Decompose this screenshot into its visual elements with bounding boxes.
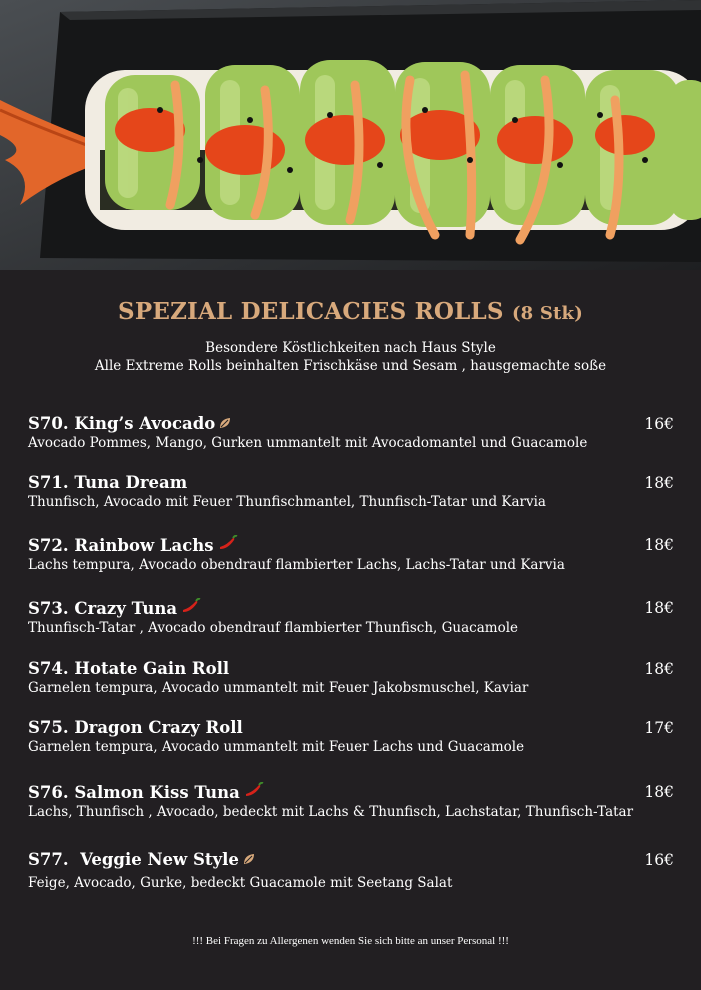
title-text: SPEZIAL DELICACIES ROLLS [118,298,504,325]
menu-item-name: S72. Rainbow Lachs [28,535,214,555]
menu-item-name: S77. Veggie New Style [28,850,239,869]
menu-item-price: 18€ [644,660,674,678]
menu-item-price: 18€ [644,474,674,492]
subtitle [0,339,701,375]
menu-item-name-row [28,535,674,556]
menu-item-price: 17€ [644,719,674,737]
menu-item-description: Garnelen tempura, Avocado ummantelt mit Feuer Lachs und Guacamole [28,739,525,755]
menu-item-price: 18€ [644,536,674,554]
menu-item-description: Garnelen tempura, Avocado ummantelt mit Feuer Jakobsmuschel, Kaviar [28,680,529,696]
menu-item-name: S75. Dragon Crazy Roll [28,718,243,737]
hero-sushi-photo [0,0,701,270]
menu-item-description: Thunfisch, Avocado mit Feuer Thunfischmantel, Thunfisch-Tatar und Karvia [28,494,546,510]
menu-item-s70 [28,414,674,452]
menu-item-name: S70. King’s Avocado [28,414,216,433]
menu-item-s72 [28,535,674,574]
menu-item-name: S73. Crazy Tuna [28,598,178,618]
header [0,298,701,375]
menu-item-name-row [28,598,674,619]
subtitle-line-2: Alle Extreme Rolls beinhalten Frischkäse und Sesam , hausgemachte soße [94,358,607,374]
menu-item-name: S74. Hotate Gain Roll [28,659,230,678]
menu-item-name-row [28,659,674,679]
menu-item-description: Lachs, Thunfisch , Avocado, bedeckt mit Lachs & Thunfisch, Lachstatar, Thunfisch-Tatar [28,804,634,820]
chili-icon [218,535,238,556]
menu-item-name-row [28,850,674,870]
chili-icon [181,598,201,619]
menu-item-name-row [28,414,674,434]
menu-item-price: 16€ [644,415,674,433]
menu-item-name: S76. Salmon Kiss Tuna [28,782,240,802]
menu-item-s71 [28,473,674,511]
menu-item-s77 [28,850,674,892]
menu-item-description: Lachs tempura, Avocado obendrauf flambierter Lachs, Lachs-Tatar und Karvia [28,557,565,573]
menu-item-price: 16€ [644,851,674,869]
chili-icon [244,782,264,803]
menu-item-s74 [28,659,674,697]
menu-item-price: 18€ [644,783,674,801]
page-title [0,298,701,325]
menu-item-name-row [28,473,674,493]
allergen-note: !!! Bei Fragen zu Allergenen wenden Sie sich bitte an unser Personal !!! [192,935,509,947]
vegetarian-leaf-icon [243,850,255,870]
menu-item-price: 18€ [644,599,674,617]
menu-item-s76 [28,782,674,821]
menu-item-description: Avocado Pommes, Mango, Gurken ummantelt mit Avocadomantel und Guacamole [28,435,588,451]
menu-item-s73 [28,598,674,637]
menu-item-name: S71. Tuna Dream [28,473,188,492]
menu-item-name-row [28,718,674,738]
menu-item-description: Thunfisch-Tatar , Avocado obendrauf flambierter Thunfisch, Guacamole [28,620,519,636]
subtitle-line-1: Besondere Köstlichkeiten nach Haus Style [205,340,496,356]
menu-item-s75 [28,718,674,756]
title-count: (8 Stk) [511,303,583,324]
menu-item-name-row [28,782,674,803]
vegetarian-leaf-icon [219,414,231,434]
menu-item-description: Feige, Avocado, Gurke, bedeckt Guacamole mit Seetang Salat [28,875,453,891]
